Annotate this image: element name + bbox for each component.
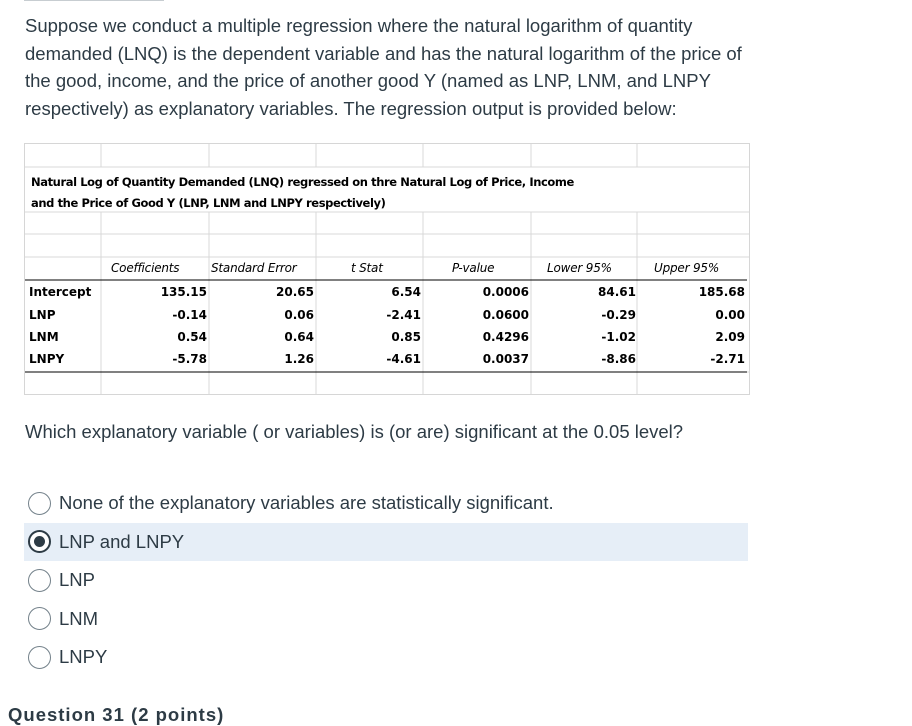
radio-button[interactable] bbox=[28, 492, 51, 515]
header-lower-95: Lower 95% bbox=[547, 261, 612, 275]
table-cell: 1.26 bbox=[284, 352, 314, 366]
header-upper-95: Upper 95% bbox=[654, 261, 720, 275]
table-cell: -1.02 bbox=[601, 330, 636, 344]
answer-option-lnm[interactable] bbox=[24, 600, 748, 639]
option-label: LNPY bbox=[59, 646, 108, 668]
table-cell: 2.09 bbox=[715, 330, 745, 344]
radio-button[interactable] bbox=[28, 646, 51, 669]
regression-output-image bbox=[24, 143, 750, 395]
option-label: LNP and LNPY bbox=[59, 530, 185, 552]
row-label-lnm: LNM bbox=[29, 330, 59, 344]
regression-title-line2: and the Price of Good Y (LNP, LNM and LNPY respectively) bbox=[31, 196, 386, 210]
top-divider bbox=[24, 0, 164, 3]
table-cell: 0.0006 bbox=[482, 285, 529, 299]
table-cell: 135.15 bbox=[160, 285, 207, 299]
option-label: LNM bbox=[59, 607, 99, 629]
table-cell: 0.00 bbox=[715, 308, 745, 322]
table-cell: -2.71 bbox=[710, 352, 745, 366]
table-cell: 0.0037 bbox=[482, 352, 529, 366]
table-cell: -0.29 bbox=[601, 308, 636, 322]
table-cell: -5.78 bbox=[172, 352, 207, 366]
option-label: LNP bbox=[59, 569, 95, 591]
row-label-lnp: LNP bbox=[29, 308, 56, 322]
answer-option-none[interactable] bbox=[24, 484, 748, 523]
table-cell: 0.85 bbox=[391, 330, 421, 344]
header-standard-error: Standard Error bbox=[211, 261, 297, 275]
table-cell: 0.4296 bbox=[482, 330, 529, 344]
answer-option-lnp[interactable] bbox=[24, 561, 748, 600]
table-cell: -4.61 bbox=[386, 352, 421, 366]
header-coefficients: Coefficients bbox=[111, 261, 180, 275]
table-cell: 0.54 bbox=[177, 330, 207, 344]
answer-options bbox=[24, 484, 748, 677]
header-p-value: P-value bbox=[452, 261, 495, 275]
regression-title-line1: Natural Log of Quantity Demanded (LNQ) regressed on thre Natural Log of Price, Income bbox=[31, 175, 574, 189]
header-t-stat: t Stat bbox=[351, 261, 383, 275]
row-label-intercept: Intercept bbox=[29, 285, 92, 299]
radio-button[interactable] bbox=[28, 607, 51, 630]
table-cell: 20.65 bbox=[276, 285, 314, 299]
next-question-header: Question 31 (2 points) bbox=[8, 704, 225, 725]
answer-option-lnpy[interactable] bbox=[24, 638, 748, 677]
question-text: Suppose we conduct a multiple regression where the natural logarithm of quantity demanded (LNQ) is the dependent variable and has the natural logarithm of the price of the good, income, and the price of another good Y (named as LNP, LNM, and LNPY respectively) as explanatory variables. The regression output is provided below: bbox=[25, 15, 742, 119]
table-cell: 185.68 bbox=[698, 285, 745, 299]
row-label-lnpy: LNPY bbox=[29, 352, 65, 366]
table-cell: -0.14 bbox=[172, 308, 207, 322]
table-cell: 6.54 bbox=[391, 285, 421, 299]
radio-button[interactable] bbox=[28, 569, 51, 592]
question-prompt: Which explanatory variable ( or variables) is (or are) significant at the 0.05 level? bbox=[25, 421, 684, 442]
table-cell: 84.61 bbox=[598, 285, 636, 299]
table-cell: -2.41 bbox=[386, 308, 421, 322]
option-label: None of the explanatory variables are statistically significant. bbox=[59, 492, 554, 514]
table-cell: 0.0600 bbox=[482, 308, 529, 322]
regression-title bbox=[31, 172, 574, 214]
radio-button-selected[interactable] bbox=[28, 530, 51, 553]
table-cell: 0.64 bbox=[284, 330, 314, 344]
table-cell: -8.86 bbox=[601, 352, 636, 366]
answer-option-lnp-and-lnpy[interactable] bbox=[24, 523, 748, 562]
table-cell: 0.06 bbox=[284, 308, 314, 322]
